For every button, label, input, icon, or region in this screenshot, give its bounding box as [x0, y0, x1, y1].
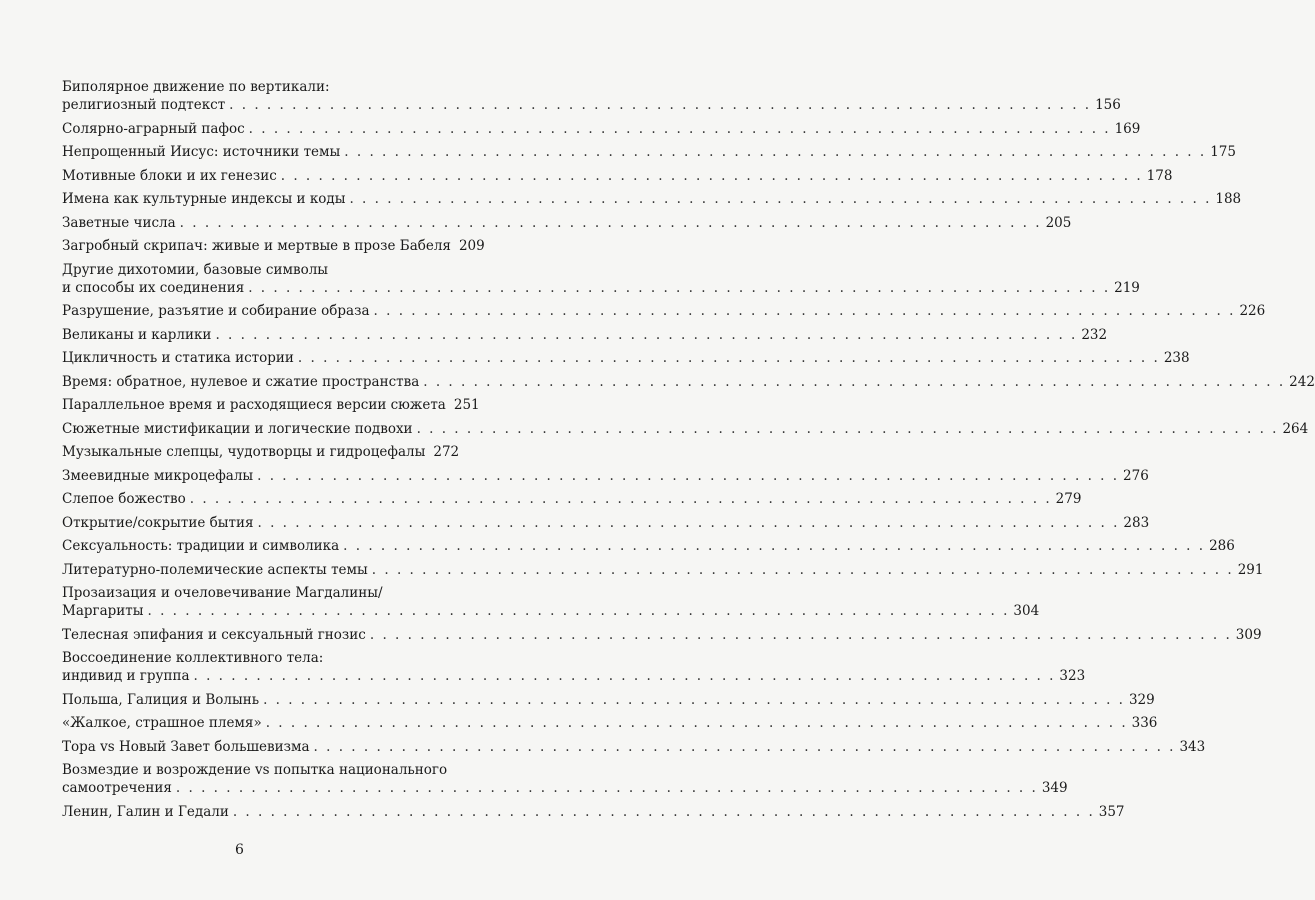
- dot-leader: [344, 143, 1206, 161]
- toc-entry: [62, 349, 1190, 367]
- toc-entry: [62, 649, 1086, 685]
- toc-entry: [62, 803, 1125, 821]
- toc-entry-title: Прозаизация и очеловечивание Магдалины/: [62, 585, 383, 601]
- toc-entry-title: религиозный подтекст: [62, 97, 226, 113]
- toc-entry-title: Заветные числа: [62, 214, 176, 231]
- toc-entry-title: Солярно-аграрный пафос: [62, 120, 245, 137]
- toc-entry-title: Воссоединение коллективного тела:: [62, 650, 324, 666]
- toc-entry-page: 178: [1146, 167, 1173, 184]
- toc-entry-page: 291: [1237, 561, 1264, 578]
- toc-entry: [62, 561, 1264, 579]
- toc-entry: [62, 691, 1155, 709]
- dot-leader: [148, 602, 1010, 620]
- toc-entry-line: [62, 279, 1140, 297]
- dot-leader: [423, 373, 1285, 391]
- toc-entry: [62, 467, 1149, 485]
- toc-entry-line: [62, 443, 460, 461]
- toc-entry-line: [62, 761, 457, 779]
- toc-entry-title: Слепое божество: [62, 491, 186, 507]
- dot-leader: [229, 96, 1091, 114]
- toc-entry-page: 304: [1013, 603, 1040, 619]
- toc-entry-title: «Жалкое, страшное племя»: [62, 715, 262, 731]
- toc-entry: [62, 302, 1266, 320]
- toc-entry-title: Сексуальность: традиции и символика: [62, 538, 340, 554]
- toc-entry-page: 242: [1289, 373, 1315, 390]
- dot-leader: [257, 467, 1119, 485]
- toc-entry: [62, 78, 1121, 114]
- toc-entry-line: [62, 326, 1108, 344]
- dot-leader: [314, 738, 1176, 756]
- toc-entry-line: [62, 349, 1190, 367]
- toc-entry: [62, 584, 1040, 620]
- toc-entry-line: [62, 803, 1125, 821]
- toc-entry-line: [62, 373, 1315, 391]
- toc-entry: [62, 761, 1068, 797]
- toc-entry-title: Польша, Галиция и Волынь: [62, 691, 260, 708]
- toc-entry-line: [62, 214, 1072, 232]
- toc-entry-line: [62, 649, 457, 667]
- toc-entry: [62, 326, 1108, 344]
- toc-entry-title: Имена как культурные индексы и коды: [62, 191, 346, 207]
- toc-entry-title: Непрощенный Иисус: источники темы: [62, 144, 341, 160]
- toc-entry-line: [62, 514, 1150, 532]
- dot-leader: [176, 779, 1038, 797]
- dot-leader: [263, 691, 1125, 709]
- page-number: 6: [235, 842, 244, 858]
- dot-leader: [349, 190, 1211, 208]
- toc-entry-line: [62, 302, 1266, 320]
- toc-entry-title: Цикличность и статика истории: [62, 350, 294, 366]
- toc-entry-page: 286: [1209, 538, 1235, 554]
- dot-leader: [249, 120, 1111, 138]
- toc-entry-page: 205: [1045, 214, 1072, 231]
- toc-entry-title: Загробный скрипач: живые и мертвые в прозе Бабеля: [62, 238, 451, 254]
- toc-entry-page: 349: [1041, 780, 1068, 796]
- dot-leader: [266, 714, 1128, 732]
- toc-entry-title: Разрушение, разъятие и собирание образа: [62, 303, 370, 319]
- dot-leader: [281, 167, 1143, 185]
- toc-entry-title: Змеевидные микроцефалы: [62, 467, 254, 484]
- toc-entry-title: Открытие/сокрытие бытия: [62, 514, 254, 531]
- toc-entry-title: Музыкальные слепцы, чудотворцы и гидроцефалы: [62, 444, 426, 460]
- dot-leader: [190, 490, 1052, 508]
- toc-entry-title: Сюжетные мистификации и логические подвохи: [62, 420, 413, 437]
- toc-entry: [62, 167, 1173, 185]
- toc-entry-line: [62, 490, 1082, 508]
- toc-entry-title: Время: обратное, нулевое и сжатие пространства: [62, 373, 420, 390]
- toc-entry-page: 156: [1095, 97, 1121, 113]
- dot-leader: [233, 803, 1095, 821]
- toc-entry-page: 329: [1128, 691, 1155, 708]
- toc-entry-title: Биполярное движение по вертикали:: [62, 79, 330, 95]
- toc-entry-title: Великаны и карлики: [62, 326, 212, 343]
- toc-entry-line: [62, 561, 1264, 579]
- toc-entry-line: [62, 602, 1040, 620]
- toc-entry-line: [62, 584, 457, 602]
- toc-entry-page: 283: [1123, 514, 1150, 531]
- dot-leader: [417, 420, 1279, 438]
- toc-entry-page: 251: [453, 397, 480, 413]
- toc-entry-line: [62, 120, 1141, 138]
- toc-entry-title: Мотивные блоки и их генезис: [62, 167, 277, 184]
- toc-entry-line: [62, 167, 1173, 185]
- dot-leader: [257, 514, 1119, 532]
- toc-entry-page: 276: [1123, 467, 1149, 484]
- toc-entry-title: индивид и группа: [62, 668, 190, 684]
- toc-entry-title: Параллельное время и расходящиеся версии сюжета: [62, 397, 446, 413]
- toc-entry: [62, 143, 1236, 161]
- toc-entry-page: 336: [1131, 715, 1158, 731]
- toc-entry-title: Ленин, Галин и Гедали: [62, 803, 229, 820]
- toc-entry-page: 169: [1114, 120, 1141, 137]
- toc-entry: [62, 514, 1150, 532]
- toc-entry: [62, 214, 1072, 232]
- toc-entry-page: 209: [458, 238, 485, 254]
- toc-entry: [62, 237, 485, 255]
- toc-entry-page: 232: [1081, 326, 1108, 343]
- toc-entry: [62, 626, 1262, 644]
- toc-entry-title: Тора vs Новый Завет большевизма: [62, 738, 310, 755]
- toc-entry-page: 279: [1055, 491, 1082, 507]
- toc-entry-page: 175: [1210, 144, 1236, 160]
- toc-entry-title: и способы их соединения: [62, 279, 245, 296]
- toc-entry-line: [62, 691, 1155, 709]
- toc-entry-line: [62, 626, 1262, 644]
- toc-entry-line: [62, 190, 1242, 208]
- toc-entry-page: 219: [1114, 279, 1140, 296]
- toc-entry-line: [62, 78, 457, 96]
- toc-entry: [62, 120, 1141, 138]
- toc-entry-page: 309: [1235, 626, 1262, 643]
- toc-entry-title: Телесная эпифания и сексуальный гнозис: [62, 626, 366, 643]
- toc-entry-line: [62, 738, 1206, 756]
- toc-entry-page: 323: [1059, 668, 1086, 684]
- toc-entry: [62, 738, 1206, 756]
- toc-entry: [62, 714, 1158, 732]
- toc-entry: [62, 190, 1242, 208]
- toc-entry-page: 188: [1215, 191, 1242, 207]
- dot-leader: [248, 279, 1110, 297]
- dot-leader: [343, 537, 1205, 555]
- toc-entry: [62, 537, 1235, 555]
- toc-entry-line: [62, 537, 1235, 555]
- dot-leader: [298, 349, 1160, 367]
- dot-leader: [180, 214, 1042, 232]
- toc-entry: [62, 443, 460, 461]
- toc-entry-line: [62, 96, 1121, 114]
- toc-entry: [62, 261, 1140, 297]
- dot-leader: [194, 667, 1056, 685]
- toc-entry-page: 264: [1282, 420, 1309, 437]
- toc-entry-line: [62, 667, 1086, 685]
- toc-entry-line: [62, 261, 457, 279]
- table-of-contents: [62, 78, 1315, 821]
- dot-leader: [374, 302, 1236, 320]
- toc-entry-line: [62, 779, 1068, 797]
- toc-entry: [62, 373, 1315, 391]
- toc-entry-page: 357: [1098, 803, 1125, 820]
- toc-entry-line: [62, 420, 1309, 438]
- toc-entry-title: Другие дихотомии, базовые символы: [62, 261, 329, 278]
- toc-entry-line: [62, 467, 1149, 485]
- toc-entry-page: 343: [1179, 738, 1206, 755]
- toc-entry-title: самоотречения: [62, 780, 172, 796]
- dot-leader: [370, 626, 1232, 644]
- toc-entry-line: [62, 143, 1236, 161]
- toc-entry: [62, 420, 1309, 438]
- toc-entry-title: Маргариты: [62, 603, 144, 619]
- dot-leader: [372, 561, 1234, 579]
- dot-leader: [215, 326, 1077, 344]
- toc-entry-line: [62, 396, 480, 414]
- toc-entry-line: [62, 237, 485, 255]
- toc-entry-line: [62, 714, 1158, 732]
- toc-entry: [62, 490, 1082, 508]
- toc-entry-title: Литературно-полемические аспекты темы: [62, 561, 368, 578]
- toc-entry-page: 272: [433, 444, 460, 460]
- toc-entry-page: 238: [1163, 350, 1190, 366]
- toc-entry-page: 226: [1239, 303, 1266, 319]
- toc-entry-title: Возмездие и возрождение vs попытка национального: [62, 762, 448, 778]
- toc-entry: [62, 396, 480, 414]
